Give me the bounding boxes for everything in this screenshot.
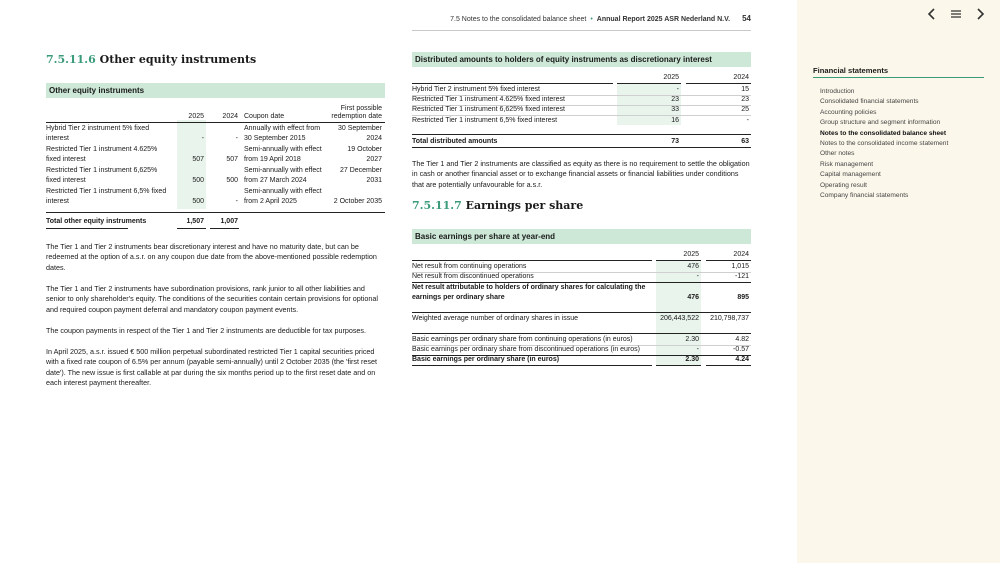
coupon-date: from 2 April 2025 — [244, 198, 297, 205]
total-label: Total other equity instruments — [46, 218, 147, 225]
header-section: 7.5 Notes to the consolidated balance sheet — [450, 16, 587, 23]
page-header — [450, 14, 751, 23]
section-heading-eps — [412, 199, 583, 212]
page-number: 54 — [742, 14, 751, 23]
row-label: Basic earnings per ordinary share from continuing operations (in euros) — [412, 336, 633, 343]
header-rule — [412, 83, 613, 84]
page-navigation — [925, 8, 987, 22]
row-label: Hybrid Tier 2 instrument 5% fixed — [46, 125, 150, 132]
total-label: Basic earnings per ordinary share (in euros) — [412, 356, 560, 363]
value-2024: 895 — [737, 294, 749, 301]
total-bottom-rule — [412, 365, 652, 366]
value-2025: 206,443,522 — [660, 315, 699, 322]
sidebar-item-company-financial-statements[interactable]: Company financial statements — [820, 192, 909, 200]
table-title-eps — [412, 229, 751, 244]
chevron-left-icon[interactable] — [925, 8, 939, 22]
value-2025: 500 — [192, 177, 204, 184]
sidebar-item-operating-result[interactable]: Operating result — [820, 181, 867, 189]
total-2024: 4.24 — [735, 356, 749, 363]
row-label: Hybrid Tier 2 instrument 5% fixed interest — [412, 86, 540, 93]
coupon-date: Semi-annually with effect — [244, 167, 322, 174]
value-2025: - — [201, 135, 204, 142]
value-2025: 476 — [687, 294, 699, 301]
sidebar-title[interactable]: Financial statements — [813, 66, 889, 75]
value-2025: 2.30 — [685, 336, 699, 343]
value-2024: - — [235, 135, 238, 142]
row-label: fixed interest — [46, 156, 86, 163]
coupon-date: Semi-annually with effect — [244, 146, 322, 153]
col-header-2025: 2025 — [683, 251, 699, 258]
body-paragraph: The Tier 1 and Tier 2 instruments have subordination provisions, rank junior to all other liabilities and senior to only shareholder's equity. The conditions of the securities contain certain provisions for optional and required coupon payment deferral and mandatory coupon payment events. — [46, 284, 378, 314]
value-2025: 33 — [671, 106, 679, 113]
total-bottom-rule — [656, 365, 701, 366]
redemption-date: 2 October 2035 — [333, 198, 382, 205]
sidebar-title-rule — [813, 77, 984, 78]
section-title: Earnings per share — [465, 199, 584, 212]
row-label: interest — [46, 198, 69, 205]
header-rule — [706, 260, 751, 261]
sidebar-item-group-structure[interactable]: Group structure and segment information — [820, 119, 941, 127]
total-top-rule — [46, 212, 385, 213]
body-paragraph: The Tier 1 and Tier 2 instruments bear discretionary interest and have no maturity date, but can be redeemed at the option of a.s.r. on any coupon due date from the above-mentioned possible redemption dates. — [46, 242, 377, 272]
total-label: Total distributed amounts — [412, 138, 498, 145]
row-label: Net result attributable to holders of ordinary shares for calculating the — [412, 284, 646, 291]
body-paragraph: In April 2025, a.s.r. issued € 500 million perpetual subordinated restricted Tier 1 capital securities priced with a fixed rate coupon of 6.5% per annum (payable semi-annually) until 2 October 2035 (the 'first reset date'). The new issue is first callable at par during the six months period up to the first reset date and on each interest payment thereafter. — [46, 347, 377, 388]
body-paragraph: The Tier 1 and Tier 2 instruments are classified as equity as there is no requirement to settle the obligation in cash or another financial asset or to exchange financial assets or financial liabilities under conditions that are potentially unfavourable for a.s.r. — [412, 159, 750, 189]
value-2025: - — [696, 273, 699, 280]
sidebar-item-other-notes[interactable]: Other notes — [820, 150, 855, 158]
section-heading-other-equity — [46, 53, 256, 66]
value-2024: 23 — [741, 96, 749, 103]
col-header-2024: 2024 — [733, 74, 749, 81]
redemption-date: 2024 — [366, 135, 382, 142]
table-title-text: Distributed amounts to holders of equity instruments as discretionary interest — [415, 55, 712, 64]
sidebar-item-risk-management[interactable]: Risk management — [820, 160, 874, 168]
value-2024: -121 — [734, 273, 749, 280]
sidebar-item-notes-balance-sheet[interactable]: Notes to the consolidated balance sheet — [820, 129, 947, 137]
row-label: Restricted Tier 1 instrument 4.625% — [46, 146, 158, 153]
row-label: Restricted Tier 1 instrument 6,5% fixed interest — [412, 117, 558, 124]
row-rule — [412, 333, 751, 334]
total-bottom-rule — [412, 147, 751, 148]
value-2024: 507 — [226, 156, 238, 163]
sidebar-item-accounting-policies[interactable]: Accounting policies — [820, 108, 877, 116]
row-label: fixed interest — [46, 177, 86, 184]
row-label: Restricted Tier 1 instrument 6,625% — [46, 167, 158, 174]
coupon-date: from 27 March 2024 — [244, 177, 307, 184]
col-header-redemption-2: redemption date — [331, 113, 382, 120]
coupon-date: Semi-annually with effect — [244, 188, 322, 195]
value-2025: 500 — [192, 198, 204, 205]
row-label: earnings per ordinary share — [412, 294, 505, 301]
menu-icon[interactable] — [949, 8, 963, 22]
table-title-text: Other equity instruments — [49, 86, 145, 95]
row-label: Net result from discontinued operations — [412, 273, 534, 280]
row-label: Weighted average number of ordinary shares in issue — [412, 315, 579, 322]
value-2024: -0.57 — [733, 346, 749, 353]
redemption-date: 2031 — [366, 177, 382, 184]
row-label: Basic earnings per ordinary share from discontinued operations (in euros) — [412, 346, 641, 353]
value-2025: - — [676, 86, 679, 93]
value-2024: 210,798,737 — [710, 315, 749, 322]
row-label: Restricted Tier 1 instrument 6,5% fixed — [46, 188, 167, 195]
redemption-date: 19 October — [347, 146, 382, 153]
total-bottom-rule — [210, 228, 239, 229]
section-title: Other equity instruments — [99, 53, 257, 66]
header-rule — [686, 83, 751, 84]
section-number: 7.5.11.7 — [412, 199, 462, 212]
header-rule — [617, 83, 681, 84]
value-2025: - — [696, 346, 699, 353]
header-rule — [656, 260, 701, 261]
table-title-text: Basic earnings per share at year-end — [415, 232, 556, 241]
total-2024: 1,007 — [220, 218, 238, 225]
table-title-distributed — [412, 52, 751, 67]
header-separator: • — [590, 16, 593, 23]
coupon-date: Annually with effect from — [244, 125, 321, 132]
value-2024: - — [746, 117, 749, 124]
total-2025: 1,507 — [186, 218, 204, 225]
value-2024: 25 — [741, 106, 749, 113]
value-2025: 23 — [671, 96, 679, 103]
total-bottom-rule — [706, 365, 751, 366]
value-2024: 15 — [741, 86, 749, 93]
total-top-rule — [412, 134, 751, 135]
value-2025: 476 — [687, 263, 699, 270]
col-header-2025: 2025 — [663, 74, 679, 81]
header-rule — [46, 122, 385, 123]
sidebar-item-introduction[interactable]: Introduction — [820, 88, 855, 95]
redemption-date: 30 September — [338, 125, 382, 132]
col-header-redemption-1: First possible — [340, 105, 382, 112]
sidebar-nav — [820, 87, 948, 201]
header-divider — [412, 30, 751, 31]
col-header-2025: 2025 — [188, 113, 204, 120]
value-2024: 500 — [226, 177, 238, 184]
value-2024: 1,015 — [731, 263, 749, 270]
body-paragraph: The coupon payments in respect of the Tier 1 and Tier 2 instruments are deductible for tax purposes. — [46, 326, 367, 335]
redemption-date: 2027 — [366, 156, 382, 163]
value-2024: 4.82 — [735, 336, 749, 343]
sidebar-item-consolidated-financial-statements[interactable]: Consolidated financial statements — [820, 98, 919, 106]
value-2024: - — [235, 198, 238, 205]
header-report-title: Annual Report 2025 ASR Nederland N.V. — [596, 16, 731, 23]
section-number: 7.5.11.6 — [46, 53, 96, 66]
total-bottom-rule — [177, 228, 206, 229]
row-label: interest — [46, 135, 69, 142]
sidebar — [797, 0, 1000, 563]
total-2025: 2.30 — [685, 356, 699, 363]
redemption-date: 27 December — [339, 167, 382, 174]
coupon-date: from 19 April 2018 — [244, 156, 301, 163]
chevron-right-icon[interactable] — [973, 8, 987, 22]
row-rule — [412, 312, 751, 313]
col-header-2024: 2024 — [222, 113, 238, 120]
row-label: Restricted Tier 1 instrument 4.625% fixed interest — [412, 96, 565, 103]
col-header-2024: 2024 — [733, 251, 749, 258]
col-header-coupon-date: Coupon date — [244, 113, 285, 120]
row-label: Restricted Tier 1 instrument 6,625% fixed interest — [412, 106, 565, 113]
table-title-other-equity — [46, 83, 385, 98]
coupon-date: 30 September 2015 — [244, 135, 306, 142]
total-2024: 63 — [741, 138, 749, 145]
row-label: Net result from continuing operations — [412, 263, 527, 270]
total-bottom-rule — [46, 228, 128, 229]
sidebar-item-notes-income-statement[interactable]: Notes to the consolidated income statement — [820, 140, 949, 148]
sidebar-item-capital-management[interactable]: Capital management — [820, 171, 881, 179]
value-2025: 16 — [671, 117, 679, 124]
total-2025: 73 — [671, 138, 679, 145]
value-2025: 507 — [192, 156, 204, 163]
header-rule — [412, 260, 652, 261]
